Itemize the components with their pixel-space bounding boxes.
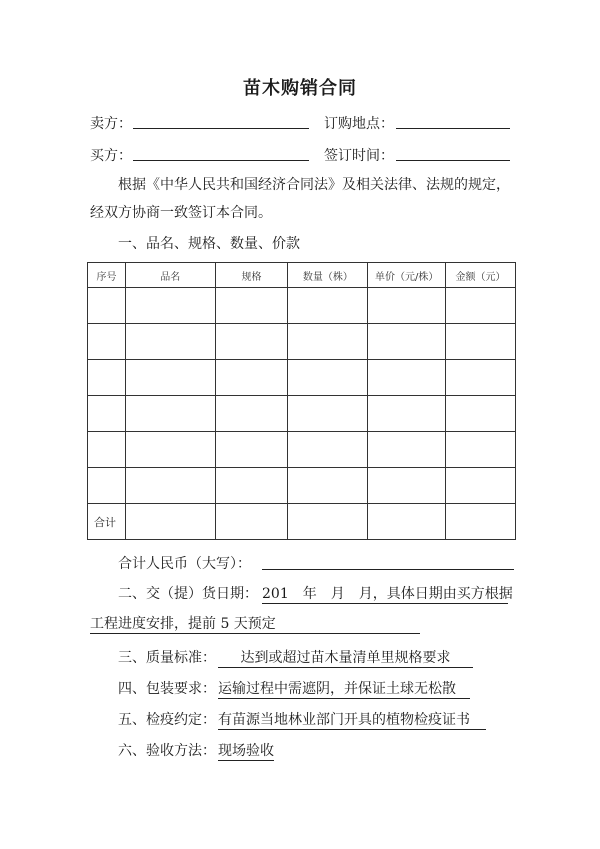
header-spec: 规格 [215,263,288,288]
table-row [88,360,516,396]
table-row [88,468,516,504]
quarantine-value[interactable]: 有苗源当地林业部门开具的植物检疫证书 [218,709,486,730]
buyer-label: 买方： [90,148,132,164]
goods-table [87,262,516,540]
intro-line-2: 经双方协商一致签订本合同。 [90,205,272,221]
header-quantity: 数量（株） [288,263,368,288]
acceptance-value[interactable]: 现场验收 [218,740,274,761]
seller-label: 卖方： [90,116,132,132]
buyer-line[interactable] [133,160,309,161]
table-row [88,396,516,432]
seller-line[interactable] [133,128,309,129]
packing-value[interactable]: 运输过程中需遮阴，并保证土球无松散 [218,678,470,699]
quarantine-label: 五、检疫约定： [118,712,216,728]
total-rmb-line[interactable] [262,569,514,570]
quality-value[interactable]: 达到或超过苗木量清单里规格要求 [218,647,473,668]
header-amount: 金额（元） [446,263,516,288]
table-row [88,288,516,324]
delivery-value-line-1[interactable]: 201 年 月 月，具体日期由买方根据 [262,583,508,604]
table-header-row [88,263,516,288]
header-name: 品名 [125,263,215,288]
order-place-label: 订购地点： [324,116,394,132]
packing-label: 四、包装要求： [118,681,216,697]
sign-time-line[interactable] [396,160,510,161]
delivery-value-line-2[interactable]: 工程进度安排，提前 5 天预定 [90,613,420,634]
order-place-line[interactable] [396,128,510,129]
total-rmb-label: 合计人民币（大写）： [118,556,251,572]
quality-label: 三、质量标准： [118,650,216,666]
section1-title: 一、品名、规格、数量、价款 [118,236,300,252]
sign-time-label: 签订时间： [324,148,394,164]
document-title: 苗木购销合同 [243,78,357,99]
intro-line-1: 根据《中华人民共和国经济合同法》及相关法律、法规的规定， [118,177,510,193]
header-seq: 序号 [88,263,126,288]
table-row [88,432,516,468]
table-row [88,324,516,360]
acceptance-label: 六、验收方法： [118,743,216,759]
total-cell-label: 合计 [88,504,126,540]
delivery-label: 二、交（提）货日期： [118,586,258,602]
header-unit-price: 单价（元/株） [368,263,446,288]
table-total-row [88,504,516,540]
